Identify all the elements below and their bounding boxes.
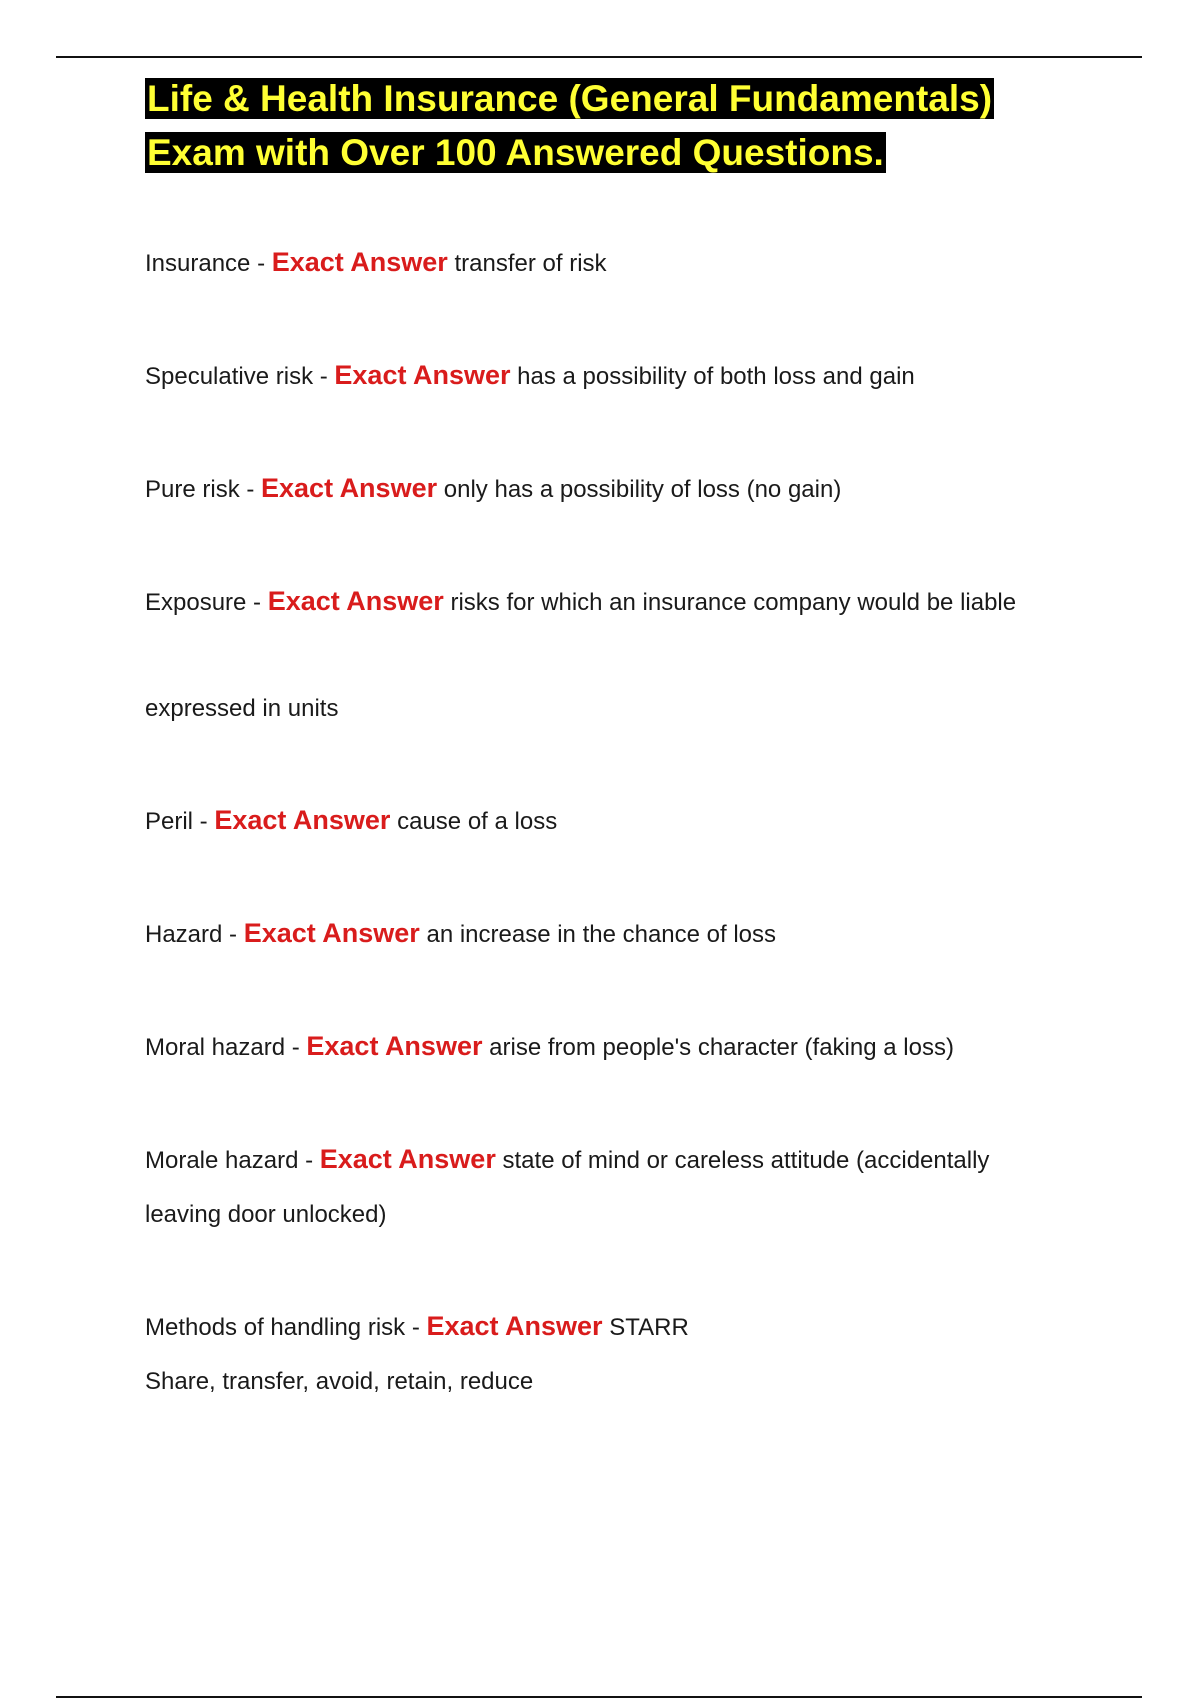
exact-answer-label: Exact Answer <box>426 1311 603 1341</box>
qa-list <box>145 235 1085 1409</box>
qa-entry <box>145 793 1085 849</box>
entry-answer: transfer of risk <box>454 250 607 277</box>
entry-separator: - <box>246 589 268 616</box>
entry-term: Methods of handling risk <box>145 1314 406 1341</box>
document-title <box>145 72 1085 180</box>
exact-answer-label: Exact Answer <box>271 247 448 277</box>
entry-separator: - <box>285 1034 307 1061</box>
title-line-2: Exam with Over 100 Answered Questions. <box>147 132 884 173</box>
entry-separator: - <box>250 250 272 277</box>
entry-answer: state of mind or careless attitude (accidentally <box>502 1147 990 1174</box>
entry-answer: risks for which an insurance company would be liable <box>450 589 1017 616</box>
entry-answer: has a possibility of both loss and gain <box>517 363 915 390</box>
entry-term: Speculative risk <box>145 363 314 390</box>
entry-answer: arise from people's character (faking a loss) <box>489 1034 954 1061</box>
qa-entry <box>145 1019 1085 1075</box>
entry-separator: - <box>222 921 244 948</box>
exact-answer-label: Exact Answer <box>306 1031 483 1061</box>
entry-term: Hazard <box>145 921 223 948</box>
entry-answer-continued: leaving door unlocked) <box>145 1201 387 1228</box>
exact-answer-label: Exact Answer <box>214 805 391 835</box>
qa-entry <box>145 461 1085 517</box>
entry-separator: - <box>313 363 335 390</box>
qa-entry <box>145 235 1085 291</box>
qa-entry <box>145 1132 1085 1242</box>
title-line-1: Life & Health Insurance (General Fundamentals) <box>147 78 993 119</box>
top-rule <box>56 56 1142 58</box>
entry-term: Exposure <box>145 589 247 616</box>
entry-answer-continued: Share, transfer, avoid, retain, reduce <box>145 1368 534 1395</box>
qa-entry <box>145 574 1085 736</box>
entry-answer: only has a possibility of loss (no gain) <box>443 476 842 503</box>
entry-term: Morale hazard <box>145 1147 299 1174</box>
exact-answer-label: Exact Answer <box>243 918 420 948</box>
exact-answer-label: Exact Answer <box>267 586 444 616</box>
entry-answer: an increase in the chance of loss <box>426 921 777 948</box>
entry-answer: cause of a loss <box>397 808 558 835</box>
qa-entry <box>145 906 1085 962</box>
bottom-rule <box>56 1696 1142 1698</box>
exact-answer-label: Exact Answer <box>319 1144 496 1174</box>
entry-separator: - <box>239 476 262 503</box>
entry-answer: STARR <box>609 1314 689 1341</box>
document-body <box>145 72 1085 1466</box>
entry-separator: - <box>193 808 215 835</box>
qa-entry <box>145 1299 1085 1409</box>
qa-entry <box>145 348 1085 404</box>
entry-separator: - <box>405 1314 427 1341</box>
exact-answer-label: Exact Answer <box>261 473 438 503</box>
entry-term: Moral hazard <box>145 1034 286 1061</box>
entry-term: Insurance <box>145 250 251 277</box>
exact-answer-label: Exact Answer <box>334 360 511 390</box>
entry-answer-continued: expressed in units <box>145 695 339 722</box>
entry-term: Peril <box>145 808 194 835</box>
entry-separator: - <box>298 1147 320 1174</box>
entry-term: Pure risk <box>145 476 240 503</box>
